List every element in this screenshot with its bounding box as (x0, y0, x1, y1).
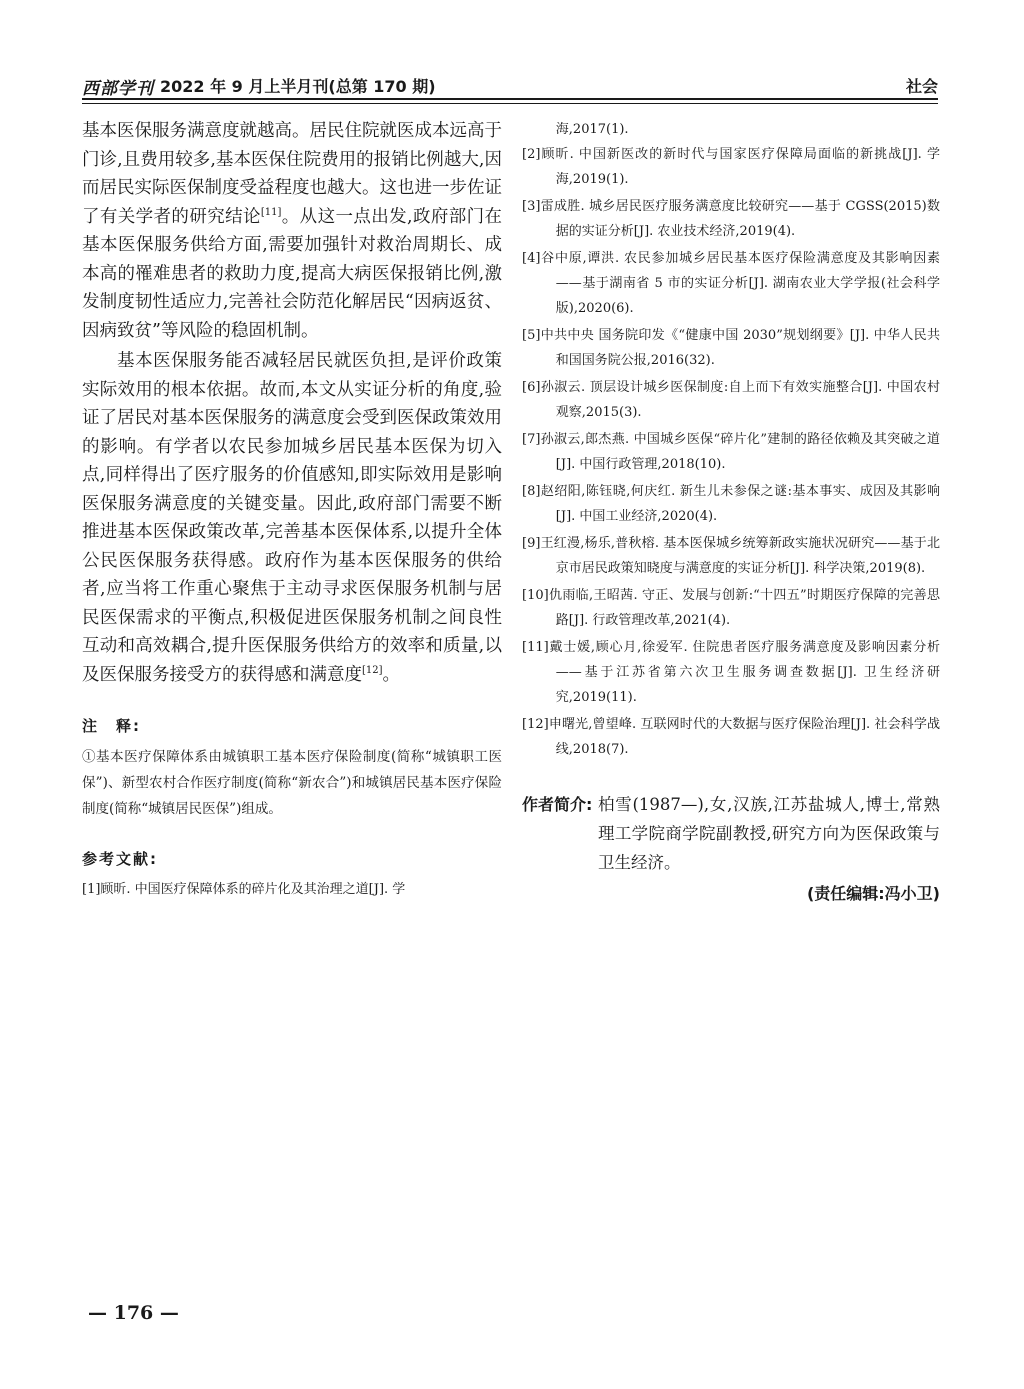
reference-item: [1]顾昕. 中国医疗保障体系的碎片化及其治理之道[J]. 学 (82, 882, 406, 897)
header-rule-thick (82, 98, 938, 100)
reference-continuation: 海,2017(1). (555, 122, 629, 137)
reference-item: [3]雷成胜. 城乡居民医疗服务满意度比较研究——基于 CGSS(2015)数据的实证分析[J]. 农业技术经济,2019(4). (522, 199, 940, 239)
reference-item: [12]申曙光,曾望峰. 互联网时代的大数据与医疗保险治理[J]. 社会科学战线,2018(7). (522, 717, 940, 757)
reference-item: [8]赵绍阳,陈钰晓,何庆红. 新生儿未参保之谜:基本事实、成因及其影响[J]. 中国工业经济,2020(4). (522, 484, 940, 524)
header-rule-thin (82, 103, 938, 104)
notes-title: 注 释: (82, 717, 141, 735)
right-column (522, 117, 940, 904)
page-number: — 176 — (88, 1302, 179, 1324)
page-header (82, 70, 938, 102)
section-name: 社会 (905, 77, 938, 96)
body-paragraph-1: 基本医保服务满意度就越高。居民住院就医成本远高于门诊,且费用较多,基本医保住院费用的报销比例越大,因而居民实际医保制度受益程度也越大。这也进一步佐证了有关学者的研究结论[11]。从这一点出发,政府部门在基本医保服务供给方面,需要加强针对救治周期长、成本高的罹难患者的救助力度,提高大病医保报销比例,激发制度韧性适应力,完善社会防范化解居民“因病返贫、因病致贫”等风险的稳固机制。 (82, 121, 503, 341)
responsible-editor: (责任编辑:冯小卫) (806, 884, 940, 903)
reference-item: [6]孙淑云. 顶层设计城乡医保制度:自上而下有效实施整合[J]. 中国农村观察,2015(3). (522, 380, 940, 420)
reference-item: [7]孙淑云,郎杰燕. 中国城乡医保“碎片化”建制的路径依赖及其突破之道[J]. 中国行政管理,2018(10). (522, 432, 940, 472)
reference-item: [4]谷中原,谭洪. 农民参加城乡居民基本医疗保险满意度及其影响因素——基于湖南省 5 市的实证分析[J]. 湖南农业大学学报(社会科学版),2020(6). (522, 251, 940, 316)
note-item: ①基本医疗保障体系由城镇职工基本医疗保险制度(简称“城镇职工医保”)、新型农村合作医疗制度(简称“新农合”)和城镇居民基本医疗保险制度(简称“城镇居民医保”)组成。 (82, 749, 502, 817)
reference-item: [2]顾昕. 中国新医改的新时代与国家医疗保障局面临的新挑战[J]. 学海,2019(1). (522, 147, 940, 187)
body-paragraph-2: 基本医保服务能否减轻居民就医负担,是评价政策实际效用的根本依据。故而,本文从实证分析的角度,验证了居民对基本医保服务的满意度会受到医保政策效用的影响。有学者以农民参加城乡居民基本医保为切入点,同样得出了医疗服务的价值感知,即实际效用是影响医保服务满意度的关键变量。因此,政府部门需要不断推进基本医保政策改革,完善基本医保体系,以提升全体公民医保服务获得感。政府作为基本医保服务的供给者,应当将工作重心聚焦于主动寻求医保服务机制与居民医保需求的平衡点,积极促进医保服务机制之间良性互动和高效耦合,提升医保服务供给方的效率和质量,以及医保服务接受方的获得感和满意度[12]。 (82, 351, 502, 685)
citation-sup: [12] (362, 664, 383, 676)
citation-sup: [11] (260, 206, 282, 218)
reference-item: [5]中共中央 国务院印发《“健康中国 2030”规划纲要》[J]. 中华人民共和国国务院公报,2016(32). (522, 328, 940, 368)
left-column (82, 117, 502, 902)
reference-item: [11]戴士媛,顾心月,徐爱军. 住院患者医疗服务满意度及影响因素分析——基于江苏省第六次卫生服务调查数据[J]. 卫生经济研究,2019(11). (522, 640, 940, 705)
reference-item: [9]王红漫,杨乐,普秋榕. 基本医保城乡统筹新政实施状况研究——基于北京市居民政策知晓度与满意度的实证分析[J]. 科学决策,2019(8). (522, 536, 940, 576)
reference-item: [10]仇雨临,王昭茜. 守正、发展与创新:“十四五”时期医疗保障的完善思路[J]. 行政管理改革,2021(4). (522, 588, 940, 628)
issue-info: 2022 年 9 月上半月刊(总第 170 期) (160, 77, 436, 96)
author-text: 柏雪(1987—),女,汉族,江苏盐城人,博士,常熟理工学院商学院副教授,研究方向为医保政策与卫生经济。 (598, 795, 940, 872)
author-label: 作者简介: (522, 795, 593, 814)
author-bio (522, 790, 940, 877)
journal-logo: 西部学刊 (82, 79, 154, 99)
references-title: 参考文献: (82, 850, 158, 868)
